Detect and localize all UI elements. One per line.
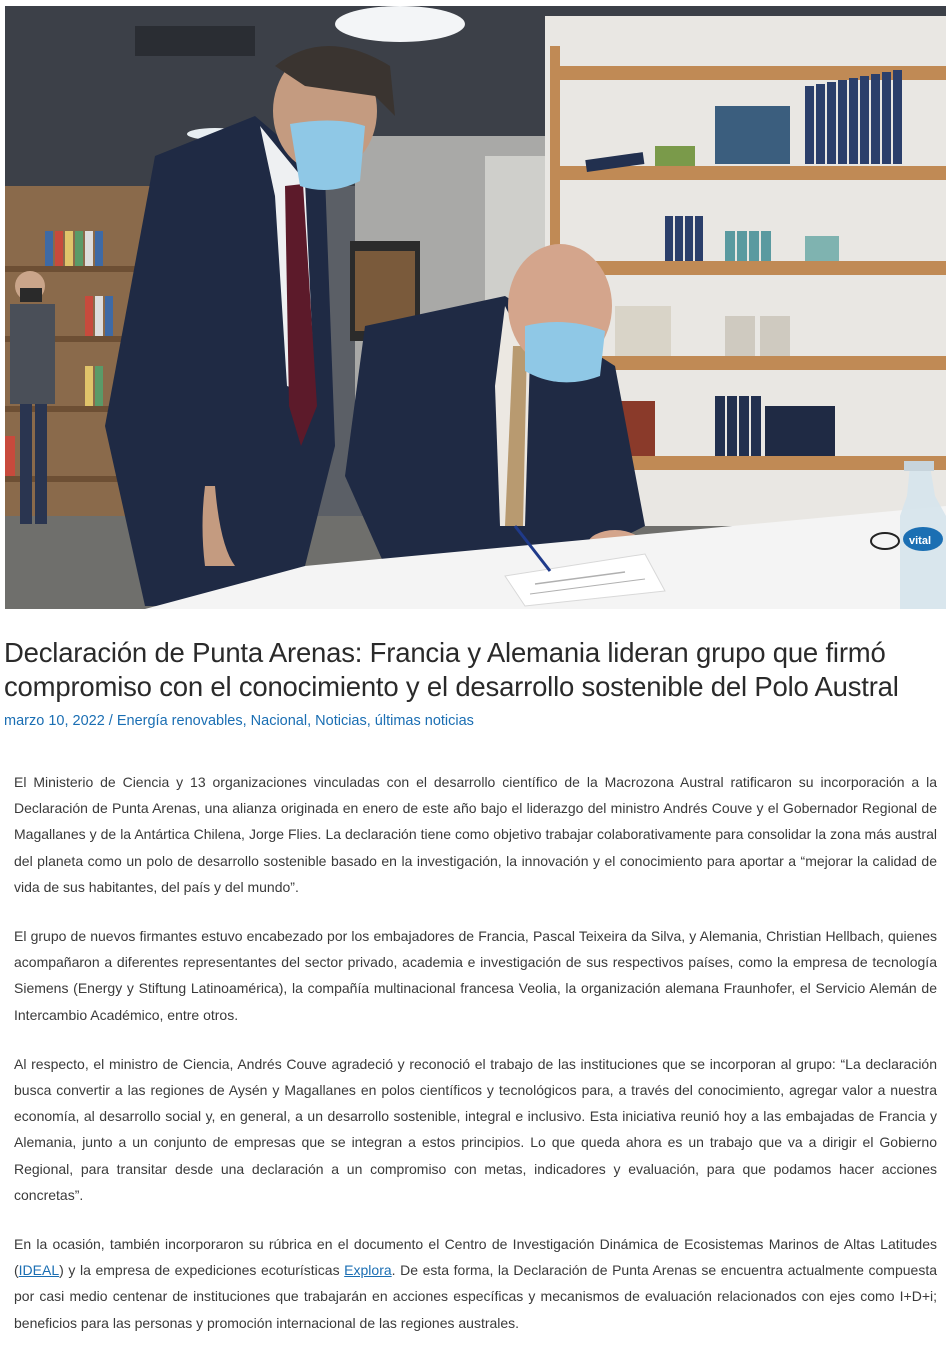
article-date-link[interactable]: marzo 10, 2022 [4,713,105,729]
category-link-noticias[interactable]: Noticias [315,713,367,729]
paragraph-4-text-2: ) y la empresa de expediciones ecoturísticas [59,1262,345,1279]
ideal-link[interactable]: IDEAL [18,1262,60,1279]
category-link-energia-renovables[interactable]: Energía renovables [116,713,243,729]
category-separator: , [307,713,316,729]
meta-separator: / [104,713,117,729]
category-link-nacional[interactable]: Nacional [250,713,308,729]
article-featured-photo [5,6,946,609]
paragraph-4-text-3: . De esta forma, la Declaración de Punta Arenas se encuentra actualmente compuesta por casi medio centenar de instituciones que trabajarán en acciones específicas y mecanismos de evaluación relacionados con ejes como I+D+i; beneficios para las personas y promoción internacional de las regiones australes. [14,1262,937,1331]
article-paragraph-3: Al respecto, el ministro de Ciencia, Andrés Couve agradeció y reconoció el trabajo de las instituciones que se incorporan al grupo: “La declaración busca convertir a las regiones de Aysén y Magallanes en polos científicos y tecnológicos para, a través del conocimiento, agregar valor a nuestra economía, al desarrollo social y, en general, a un desarrollo sostenible, integral e inclusivo. Esta iniciativa reunió hoy a las embajadas de Francia y Alemania, junto a un conjunto de empresas que se integran a estos principios. Lo que queda ahora es un trabajo que va a dirigir el Gobierno Regional, para transitar desde una declaración a un compromiso con metas, indicadores y evaluación, para que podamos hacer acciones concretas”. [14,1055,937,1203]
article-body [14,769,937,1359]
article-paragraph-1: El Ministerio de Ciencia y 13 organizaciones vinculadas con el desarrollo científico de la Macrozona Austral ratificaron su incorporación a la Declaración de Punta Arenas, una alianza originada en enero de este año bajo el liderazgo del ministro Andrés Couve y el Gobernador Regional de Magallanes y de la Antártica Chilena, Jorge Flies. La declaración tiene como objetivo trabajar colaborativamente para consolidar la zona más austral del planeta como un polo de desarrollo sostenible basado en la investigación, la innovación y el conocimiento para aportar a “mejorar la calidad de vida de sus habitantes, del país y del mundo”. [14,774,937,895]
bottle-label: vital [909,535,932,547]
article-paragraph-4 [14,1231,937,1336]
category-link-ultimas-noticias[interactable]: últimas noticias [374,713,474,729]
category-separator: , [366,713,375,729]
article-title: Declaración de Punta Arenas: Francia y Alemania lideran grupo que firmó compromiso con el conocimiento y el desarrollo sostenible del Polo Austral [4,637,899,702]
article-paragraph-2: El grupo de nuevos firmantes estuvo encabezado por los embajadores de Francia, Pascal Teixeira da Silva, y Alemania, Christian Hellbach, quienes acompañaron a diferentes representantes del sector privado, academia e investigación de sus respectivos países, como la empresa de tecnología Siemens (Energy y Stiftung Latinoamérica), la compañía multinacional francesa Veolia, la organización alemana Fraunhofer, el Servicio Alemán de Intercambio Académico, entre otros. [14,928,937,1023]
explora-link[interactable]: Explora [344,1262,392,1279]
article-meta [4,711,474,731]
category-separator: , [242,713,251,729]
paragraph-4-text-1: En la ocasión, también incorporaron su rúbrica en el documento el Centro de Investigación Dinámica de Ecosistemas Marinos de Altas Latitudes ( [14,1236,937,1279]
